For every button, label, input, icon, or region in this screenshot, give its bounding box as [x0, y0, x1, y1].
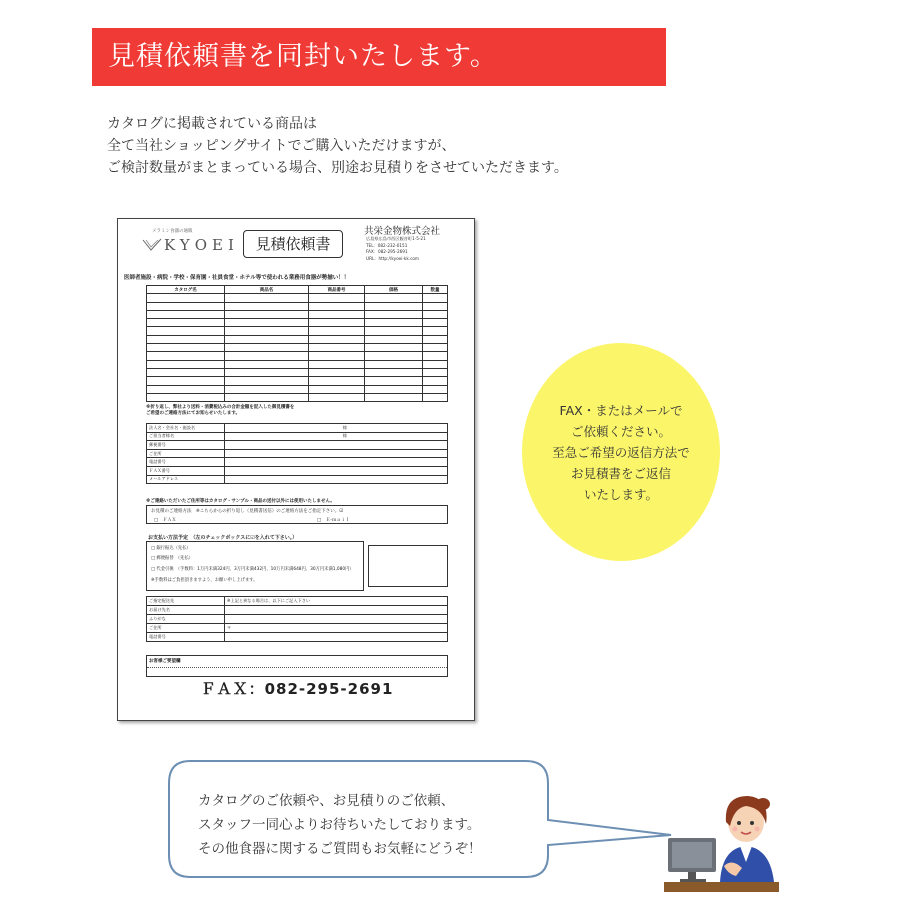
contact-label: ご担当者様名 [147, 432, 225, 441]
privacy-note: ※ご連絡いただいたご住所等はカタログ・サンプル・商品の送付以外には使用いたしません。 [146, 499, 335, 504]
items-cell [423, 385, 448, 393]
items-cell [147, 344, 225, 352]
items-cell [225, 335, 309, 343]
items-row [147, 310, 448, 318]
shipping-table [146, 596, 448, 642]
contact-value [225, 466, 448, 475]
items-row [147, 327, 448, 335]
speech-line: その他食器に関するご質問もお気軽にどうぞ！ [198, 841, 482, 857]
contact-label: メールアドレス [147, 475, 225, 484]
items-row [147, 352, 448, 360]
items-cell [365, 310, 423, 318]
intro-text [107, 113, 568, 179]
items-table [146, 285, 448, 402]
speech-line: カタログのご依頼や、お見積りのご依頼、 [198, 793, 455, 809]
company-tel: TEL：082-232-0151 [366, 242, 408, 248]
items-cell [365, 319, 423, 327]
items-cell [365, 302, 423, 310]
intro-line: ご検討数量がまとまっている場合、別途お見積りをさせていただきます。 [107, 160, 568, 176]
payment-title: お支払い方法予定 （左のチェックボックスに☑を入れて下さい。） [148, 535, 298, 541]
col-product-number: 商品番号 [309, 286, 365, 294]
contact-label: 電話番号 [147, 458, 225, 467]
items-cell [309, 360, 365, 368]
staff-illustration-icon [662, 782, 782, 894]
contact-row [147, 424, 448, 433]
items-cell [365, 393, 423, 401]
circle-line: いたします。 [583, 486, 658, 502]
payment-side-box [368, 545, 448, 587]
shipping-value [225, 615, 448, 624]
shipping-label: ご住所 [147, 624, 225, 633]
items-cell [423, 344, 448, 352]
items-cell [225, 319, 309, 327]
contact-label: 法人名・会社名・施設名 [147, 424, 225, 433]
payment-option: □ 代金引換 （手数料：1万円未満324円、3万円未満432円、10万円未満648円、30万円未満1,080円） [151, 567, 354, 572]
payment-option: □ 郵便振替 （先払） [151, 556, 193, 561]
items-cell [309, 335, 365, 343]
items-cell [147, 377, 225, 385]
items-cell [225, 310, 309, 318]
speech-line: スタッフ一同心よりお待ちいたしております。 [198, 817, 481, 833]
items-row [147, 335, 448, 343]
note-line: ご希望のご連絡方法にてお知らせいたします。 [146, 411, 241, 416]
note-line: ※折り返し、弊社より送料・消費税込みの合計金額を記入した御見積書を [146, 405, 295, 410]
items-cell [147, 302, 225, 310]
shipping-label: ふりがな [147, 615, 225, 624]
items-cell [225, 294, 309, 302]
speech-text [198, 789, 482, 861]
logo-tagline: メラミン食器の通販 [152, 229, 193, 234]
circle-line: FAX・またはメールで [559, 402, 683, 418]
fax-number: ＦＡＸ：082-295-2691 [200, 680, 394, 698]
items-row [147, 302, 448, 310]
shipping-value: 〒 [225, 624, 448, 633]
contact-table [146, 423, 448, 484]
items-cell [309, 344, 365, 352]
items-cell [147, 360, 225, 368]
items-cell [225, 352, 309, 360]
circle-line: お見積書をご返信 [570, 465, 671, 481]
items-cell [225, 360, 309, 368]
company-url: URL：http://kyoei-kk.com [366, 255, 420, 261]
items-cell [423, 327, 448, 335]
info-circle [522, 343, 720, 561]
items-cell [225, 344, 309, 352]
col-catalog: カタログ名 [147, 286, 225, 294]
items-cell [309, 352, 365, 360]
items-cell [147, 319, 225, 327]
reply-method-label: お見積のご連絡方法 ※こちらからの折り返し（見積書送信）のご連絡方法をご指定下さい。☑ [151, 509, 344, 514]
items-cell [423, 360, 448, 368]
items-cell [225, 385, 309, 393]
circle-line: ご依頼ください。 [570, 423, 671, 439]
computer-monitor-icon [668, 838, 716, 882]
contact-row [147, 458, 448, 467]
items-cell [147, 335, 225, 343]
items-cell [365, 368, 423, 376]
items-cell [365, 360, 423, 368]
contact-row [147, 432, 448, 441]
items-cell [147, 327, 225, 335]
form-title: 見積依頼書 [243, 230, 343, 258]
shipping-row [147, 597, 448, 606]
items-cell [309, 377, 365, 385]
items-cell [423, 319, 448, 327]
items-row [147, 319, 448, 327]
shipping-value: ※上記と異なる場合は、以下にご記入下さい [225, 597, 448, 606]
company-address: 広島県広島市西区観音町1-5-21 [366, 236, 426, 241]
col-price: 価格 [365, 286, 423, 294]
shipping-value [225, 606, 448, 615]
items-cell [225, 327, 309, 335]
remarks-label: お客様ご要望欄 [149, 659, 181, 664]
items-cell [423, 335, 448, 343]
kyoei-logo-mark-icon [142, 237, 162, 253]
items-cell [225, 368, 309, 376]
items-cell [147, 294, 225, 302]
items-cell [147, 393, 225, 401]
items-row [147, 360, 448, 368]
items-cell [423, 377, 448, 385]
contact-label: ＦＡＸ番号 [147, 466, 225, 475]
contact-suffix: 様 [225, 424, 448, 433]
items-row [147, 393, 448, 401]
items-row [147, 344, 448, 352]
company-name: 共栄金物株式会社 [364, 226, 441, 237]
items-header-row [147, 286, 448, 294]
items-cell [309, 327, 365, 335]
items-cell [423, 310, 448, 318]
contact-label: ご住所 [147, 449, 225, 458]
items-row [147, 385, 448, 393]
banner-title: 見積依頼書を同封いたします。 [108, 41, 498, 72]
shipping-label: 電話番号 [147, 633, 225, 642]
intro-line: 全て当社ショッピングサイトでご購入いただけますが、 [107, 138, 456, 154]
items-cell [423, 368, 448, 376]
col-quantity: 数量 [423, 286, 448, 294]
items-cell [309, 302, 365, 310]
contact-row [147, 475, 448, 484]
contact-value [225, 441, 448, 450]
items-cell [147, 385, 225, 393]
remarks-line [147, 667, 447, 668]
shipping-row [147, 606, 448, 615]
items-cell [365, 294, 423, 302]
items-cell [423, 302, 448, 310]
shipping-row [147, 633, 448, 642]
items-cell [225, 302, 309, 310]
items-cell [225, 393, 309, 401]
contact-value [225, 475, 448, 484]
shipping-row [147, 615, 448, 624]
items-cell [365, 352, 423, 360]
page-banner [92, 28, 666, 86]
contact-suffix: 様 [225, 432, 448, 441]
kyoei-logo [140, 227, 260, 267]
logo-wordmark: KYOEI [164, 236, 239, 254]
items-cell [365, 377, 423, 385]
items-cell [309, 368, 365, 376]
circle-line: 至急ご希望の返信方法で [552, 444, 690, 460]
payment-options-box [146, 541, 364, 591]
contact-label: 郵便番号 [147, 441, 225, 450]
company-info [366, 236, 426, 262]
items-row [147, 377, 448, 385]
items-cell [423, 294, 448, 302]
reply-note [146, 405, 294, 417]
items-cell [309, 310, 365, 318]
contact-value [225, 458, 448, 467]
items-cell [147, 368, 225, 376]
shipping-label: お届け先名 [147, 606, 225, 615]
items-cell [365, 385, 423, 393]
contact-row [147, 449, 448, 458]
shipping-row [147, 624, 448, 633]
items-cell [309, 385, 365, 393]
items-row [147, 294, 448, 302]
items-cell [423, 352, 448, 360]
payment-option: □ 銀行振込（先払） [151, 546, 191, 551]
items-cell [147, 352, 225, 360]
col-product: 商品名 [225, 286, 309, 294]
intro-line: カタログに掲載されている商品は [107, 116, 317, 132]
contact-value [225, 449, 448, 458]
items-cell [309, 294, 365, 302]
company-fax: FAX：082-295-2691 [366, 249, 408, 254]
shipping-label: ご指定配送先 [147, 597, 225, 606]
shipping-value [225, 633, 448, 642]
items-row [147, 368, 448, 376]
reply-method-box [146, 505, 448, 524]
remarks-box [146, 655, 448, 677]
email-checkbox-label: □ Ｅ-ｍａｉｌ [317, 518, 350, 523]
items-cell [365, 327, 423, 335]
payment-note: ※手数料はご負担頂きますよう、お願い申し上げます。 [151, 578, 258, 583]
items-cell [147, 310, 225, 318]
items-cell [423, 393, 448, 401]
usage-line: 医師者施設・病院・学校・保育園・社員食堂・ホテル等で使われる業務用食器が勢揃い！！ [124, 275, 350, 281]
contact-row [147, 441, 448, 450]
items-cell [365, 335, 423, 343]
items-cell [225, 377, 309, 385]
items-cell [309, 393, 365, 401]
items-cell [365, 344, 423, 352]
items-cell [309, 319, 365, 327]
quote-request-form-image [117, 218, 475, 721]
contact-row [147, 466, 448, 475]
fax-checkbox-label: □ ＦＡＸ [154, 518, 177, 523]
